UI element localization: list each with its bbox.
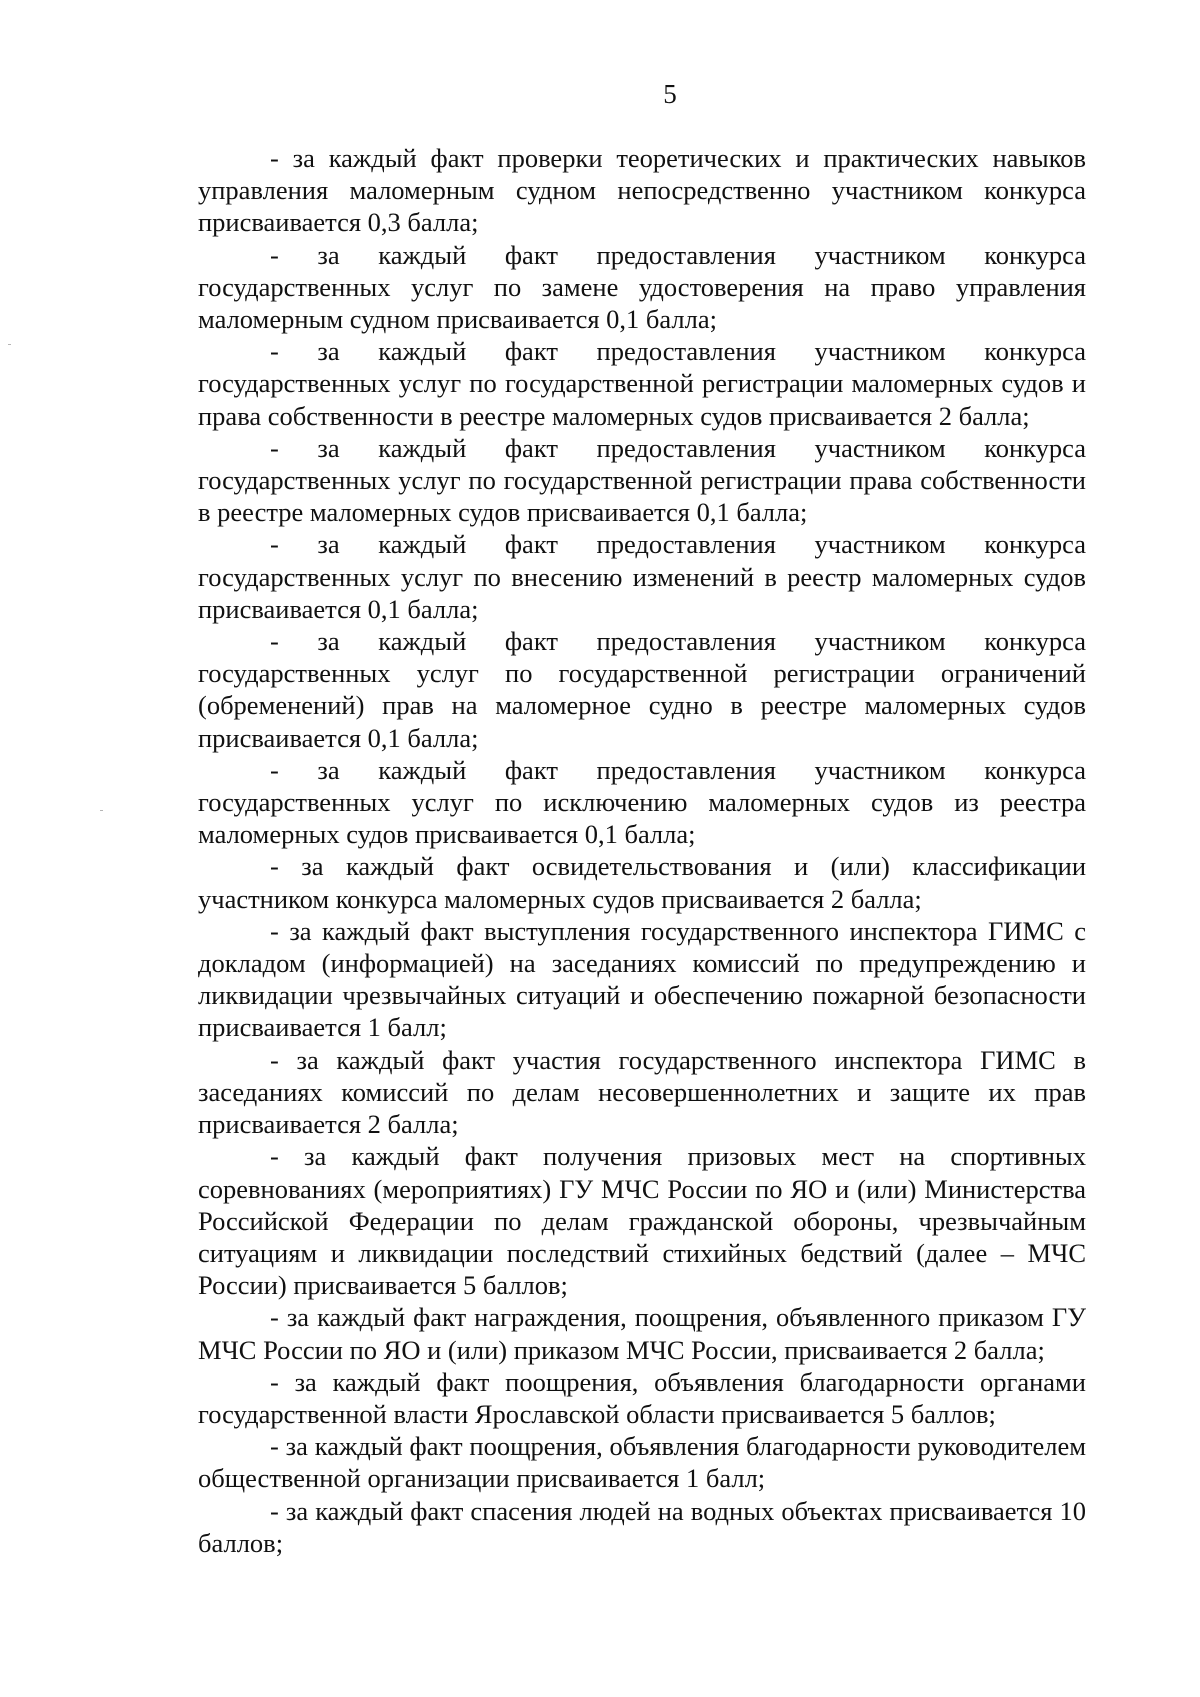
paragraph-7: - за каждый факт предоставления участником конкурса государственных услуг по исключению маломерных судов из реестра маломерных судов присваивается 0,1 балла;: [198, 754, 1086, 850]
page-number: 5: [663, 79, 677, 109]
scan-artifact: [100, 810, 103, 811]
document-body: [198, 142, 1086, 1559]
paragraph-1: - за каждый факт проверки теоретических и практических навыков управления маломерным судном непосредственно участником конкурса присваивается 0,3 балла;: [198, 143, 1086, 238]
paragraph-6: - за каждый факт предоставления участником конкурса государственных услуг по государственной регистрации ограничений (обременений) прав на маломерное судно в реестре маломерных судов присваивается 0,1 балла;: [198, 626, 1086, 753]
paragraph-13: - за каждый факт поощрения, объявления благодарности органами государственной власти Ярославской области присваивается 5 баллов;: [198, 1366, 1086, 1429]
paragraph-10: - за каждый факт участия государственного инспектора ГИМС в заседаниях комиссий по делам несовершеннолетних и защите их прав присваивается 2 балла;: [198, 1044, 1086, 1140]
scan-artifact: [8, 344, 11, 345]
paragraph-14: - за каждый факт поощрения, объявления благодарности руководителем общественной организации присваивается 1 балл;: [198, 1431, 1086, 1494]
paragraph-2: - за каждый факт предоставления участником конкурса государственных услуг по замене удостоверения на право управления маломерным судном присваивается 0,1 балла;: [198, 239, 1086, 335]
paragraph-12: - за каждый факт награждения, поощрения, объявленного приказом ГУ МЧС России по ЯО и (или) приказом МЧС России, присваивается 2 балла;: [198, 1302, 1086, 1365]
paragraph-9: - за каждый факт выступления государственного инспектора ГИМС с докладом (информацией) на заседаниях комиссий по предупреждению и ликвидации чрезвычайных ситуаций и обеспечению пожарной безопасности присваивается 1 балл;: [198, 915, 1086, 1043]
paragraph-5: - за каждый факт предоставления участником конкурса государственных услуг по внесению изменений в реестр маломерных судов присваивается 0,1 балла;: [198, 529, 1086, 624]
paragraph-15: - за каждый факт спасения людей на водных объектах присваивается 10 баллов;: [198, 1495, 1086, 1558]
paragraph-3: - за каждый факт предоставления участником конкурса государственных услуг по государственной регистрации маломерных судов и права собственности в реестре маломерных судов присваивается 2 балла;: [198, 336, 1086, 431]
paragraph-4: - за каждый факт предоставления участником конкурса государственных услуг по государственной регистрации права собственности в реестре маломерных судов присваивается 0,1 балла;: [198, 432, 1086, 528]
paragraph-11: - за каждый факт получения призовых мест на спортивных соревнованиях (мероприятиях) ГУ МЧС России по ЯО и (или) Министерства Российской Федерации по делам гражданской обороны, чрезвычайным ситуациям и ликвидации последствий стихийных бедствий (далее – МЧС России) присваивается 5 баллов;: [198, 1141, 1086, 1301]
paragraph-8: - за каждый факт освидетельствования и (или) классификации участником конкурса маломерных судов присваивается 2 балла;: [198, 851, 1086, 914]
